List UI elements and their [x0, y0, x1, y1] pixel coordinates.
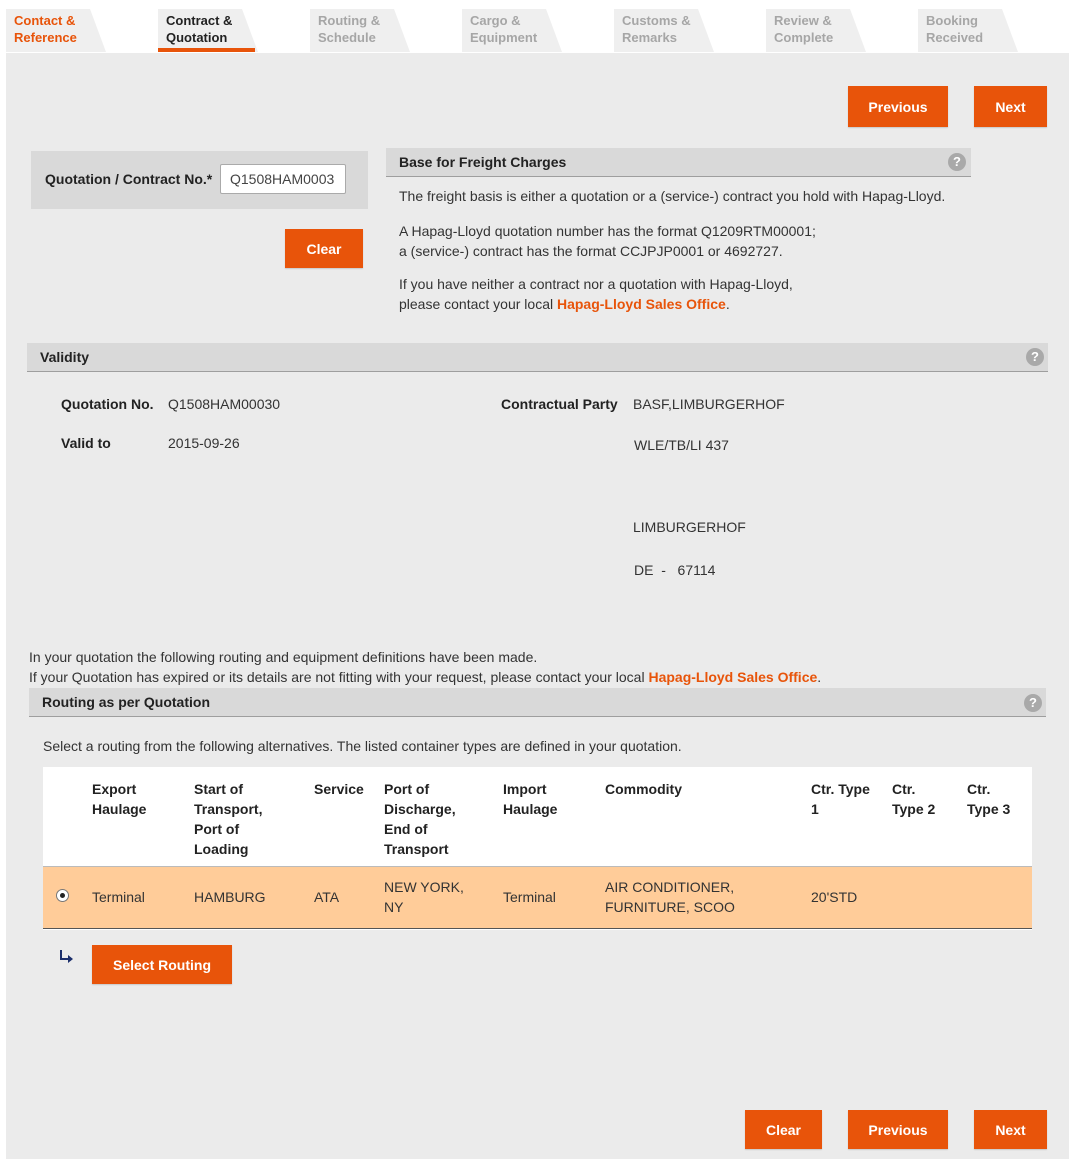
step-label-2: Complete [774, 30, 834, 45]
step-label-2: Reference [14, 30, 77, 45]
freight-text-2b: a (service-) contract has the format CCJPJP0001 or 4692727. [399, 243, 783, 259]
select-routing-button[interactable]: Select Routing [92, 945, 232, 984]
cell-commodity-line2: FURNITURE, SCOO [605, 899, 735, 915]
col-header-line: 1 [811, 801, 819, 817]
active-step-underline [158, 48, 255, 52]
col-port-of-discharge [384, 779, 456, 859]
step-customs-remarks[interactable] [614, 9, 714, 52]
cell-service: ATA [314, 889, 340, 905]
routing-radio[interactable] [56, 889, 69, 902]
routing-notice-2: If your Quotation has expired or its details are not fitting with your request, please contact your local [29, 669, 649, 685]
next-button-bottom[interactable]: Next [974, 1110, 1047, 1149]
col-header-line: Port of [194, 821, 240, 837]
cell-commodity [605, 877, 735, 917]
party-line-1: BASF,LIMBURGERHOF [633, 396, 785, 412]
col-header-line: Loading [194, 841, 249, 857]
step-review-complete[interactable] [766, 9, 866, 52]
col-header-line: Service [314, 781, 364, 797]
col-header-line: Transport [384, 841, 449, 857]
col-header-line: Commodity [605, 781, 682, 797]
col-ctr-type-1 [811, 779, 870, 819]
col-header-line: Type 3 [967, 801, 1011, 817]
freight-text-3 [399, 274, 793, 314]
routing-notice-3: . [817, 669, 822, 685]
col-header-line: End of [384, 821, 428, 837]
step-label-2: Equipment [470, 30, 538, 45]
help-icon[interactable]: ? [1026, 348, 1044, 366]
quotation-no-label: Quotation No. [61, 396, 154, 412]
step-contract-quotation[interactable] [158, 9, 258, 52]
cell-export-haulage: Terminal [92, 889, 145, 905]
step-label-2: Remarks [622, 30, 677, 45]
help-icon[interactable]: ? [1024, 694, 1042, 712]
col-header-line: Port of [384, 781, 430, 797]
freight-text-2a: A Hapag-Lloyd quotation number has the format Q1209RTM00001; [399, 223, 816, 239]
step-label-1: Review & [774, 13, 832, 28]
col-header-line: Haulage [92, 801, 147, 817]
routing-notice [29, 647, 821, 687]
party-line-2: WLE/TB/LI 437 [634, 437, 729, 453]
cell-pod-line1: NEW YORK, [384, 879, 464, 895]
col-header-line: Transport, [194, 801, 263, 817]
step-contact-reference[interactable] [6, 9, 106, 52]
freight-header [386, 148, 971, 177]
col-export-haulage [92, 779, 146, 819]
step-label-1: Cargo & [470, 13, 521, 28]
col-start-of-transport [194, 779, 262, 859]
sales-office-link-2[interactable]: Hapag-Lloyd Sales Office [648, 669, 818, 685]
step-label-1: Customs & [622, 13, 691, 28]
step-label-2: Quotation [166, 30, 228, 45]
next-button-top[interactable]: Next [974, 86, 1047, 127]
step-label-2: Schedule [318, 30, 376, 45]
routing-notice-1: In your quotation the following routing and equipment definitions have been made. [29, 649, 538, 665]
party-line-4: DE - 67114 [634, 562, 716, 578]
cell-import-haulage: Terminal [503, 889, 556, 905]
wizard-steps [0, 0, 1078, 54]
routing-instruction: Select a routing from the following alternatives. The listed container types are defined in your quotation. [43, 738, 682, 754]
contractual-party-label: Contractual Party [501, 396, 618, 412]
freight-text-1: The freight basis is either a quotation or a (service-) contract you hold with Hapag-Lloyd. [399, 188, 946, 204]
main-panel [6, 53, 1069, 1159]
quotation-input[interactable] [220, 164, 346, 194]
cell-ctr-type-1: 20'STD [811, 889, 858, 905]
freight-title: Base for Freight Charges [399, 154, 567, 170]
col-header-line: Import [503, 781, 547, 797]
table-row[interactable] [43, 867, 1032, 929]
help-icon[interactable]: ? [948, 153, 966, 171]
freight-text-2 [399, 221, 816, 261]
sales-office-link[interactable]: Hapag-Lloyd Sales Office [556, 296, 726, 312]
previous-button-bottom[interactable]: Previous [848, 1110, 948, 1149]
quotation-no-value: Q1508HAM00030 [168, 396, 281, 412]
cell-commodity-line1: AIR CONDITIONER, [605, 879, 735, 895]
step-label-2: Received [926, 30, 984, 45]
col-service [314, 779, 364, 799]
col-ctr-type-3 [967, 779, 1010, 819]
col-header-line: Ctr. Type [811, 781, 870, 797]
validity-header [27, 343, 1048, 372]
clear-quotation-button[interactable]: Clear [285, 229, 363, 268]
col-header-line: Export [92, 781, 137, 797]
col-commodity [605, 779, 682, 799]
radio-dot [60, 893, 65, 898]
col-header-line: Type 2 [892, 801, 936, 817]
col-header-line: Start of [194, 781, 243, 797]
routing-header [29, 688, 1046, 717]
col-header-line: Ctr. [967, 781, 991, 797]
previous-button-top[interactable]: Previous [848, 86, 948, 127]
freight-text-3a: If you have neither a contract nor a quotation with Hapag-Lloyd, [399, 276, 793, 292]
freight-text-3c: . [725, 296, 730, 312]
routing-table [43, 767, 1032, 930]
arrow-down-right-icon [58, 949, 74, 965]
step-routing-schedule[interactable] [310, 9, 410, 52]
step-label-1: Routing & [318, 13, 381, 28]
col-ctr-type-2 [892, 779, 935, 819]
clear-button-bottom[interactable]: Clear [745, 1110, 822, 1149]
step-booking-received[interactable] [918, 9, 1018, 52]
quotation-label: Quotation / Contract No.* [45, 171, 213, 187]
validity-title: Validity [40, 349, 90, 365]
cell-pod-line2: NY [384, 899, 404, 915]
cell-pod [384, 877, 464, 917]
col-header-line: Haulage [503, 801, 558, 817]
cell-start: HAMBURG [194, 889, 266, 905]
step-label-1: Contract & [166, 13, 233, 28]
valid-to-value: 2015-09-26 [168, 435, 240, 451]
step-cargo-equipment[interactable] [462, 9, 562, 52]
col-header-line: Discharge, [384, 801, 456, 817]
step-label-1: Contact & [14, 13, 76, 28]
freight-text-3b: please contact your local [399, 296, 557, 312]
valid-to-label: Valid to [61, 435, 111, 451]
routing-title: Routing as per Quotation [42, 694, 210, 710]
col-import-haulage [503, 779, 557, 819]
party-line-3: LIMBURGERHOF [633, 519, 746, 535]
col-header-line: Ctr. [892, 781, 916, 797]
quotation-box [31, 151, 368, 209]
step-label-1: Booking [926, 13, 978, 28]
